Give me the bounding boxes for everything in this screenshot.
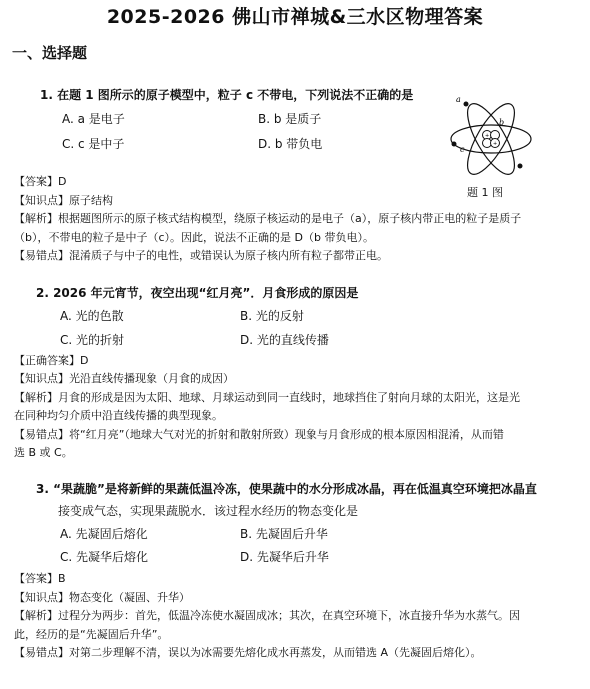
nucleus: [483, 131, 500, 148]
q2-answer: 【正确答案】D: [14, 354, 89, 367]
q2-option-d: D. 光的直线传播: [240, 333, 329, 347]
label-c: c: [460, 145, 465, 154]
q2-option-b: B. 光的反射: [240, 309, 304, 323]
q1-knowledge: 【知识点】原子结构: [14, 194, 113, 207]
q3-stem-line1: 3. “果蔬脆”是将新鲜的果蔬低温冷冻，使果蔬中的水分形成冰晶，再在低温真空环境把冰晶直: [36, 482, 537, 496]
q3-answer: 【答案】B: [14, 572, 66, 585]
q2-stem: 2. 2026 年元宵节，夜空出现“红月亮”．月食形成的原因是: [36, 286, 359, 300]
q1-analysis-line1: 【解析】根据题图所示的原子核式结构模型，绕原子核运动的是电子（a），原子核内带正电的粒子是质子: [14, 212, 522, 225]
q2-knowledge: 【知识点】光沿直线传播现象（月食的成因）: [14, 372, 234, 385]
atom-model-figure: [446, 94, 536, 182]
q2-mistake-line1: 【易错点】将“红月亮”（地球大气对光的折射和散射所致）现象与月食形成的根本原因相混淆，从而错: [14, 428, 504, 441]
q1-option-d: D. b 带负电: [258, 137, 323, 151]
q3-option-a: A. 先凝固后熔化: [60, 527, 148, 541]
label-a: a: [456, 95, 461, 104]
q3-knowledge: 【知识点】物态变化（凝固、升华）: [14, 591, 190, 604]
figure-caption: 题 1 图: [467, 186, 503, 199]
q2-analysis-line1: 【解析】月食的形成是因为太阳、地球、月球运动到同一直线时，地球挡住了射向月球的太阳光，这是光: [14, 391, 520, 404]
label-b: b: [499, 118, 505, 127]
svg-text:+: +: [493, 141, 498, 147]
electron-dot: [518, 164, 523, 169]
q3-stem-line2: 接变成气态，实现果蔬脱水．该过程水经历的物态变化是: [58, 504, 359, 518]
q3-analysis-line2: 此，经历的是“先凝固后升华”。: [14, 628, 169, 641]
q2-mistake-line2: 选 B 或 C。: [14, 446, 73, 459]
q1-mistake: 【易错点】混淆质子与中子的电性，或错误认为原子核内所有粒子都带正电。: [14, 249, 388, 262]
section-heading: 一、选择题: [12, 44, 88, 62]
q1-option-a: A. a 是电子: [62, 112, 125, 126]
orbit-ellipse: [459, 97, 523, 180]
electron-dot: [464, 102, 469, 107]
q2-option-a: A. 光的色散: [60, 309, 124, 323]
q1-option-c: C. c 是中子: [62, 137, 125, 151]
q3-option-c: C. 先凝华后熔化: [60, 550, 149, 564]
document-title: 2025-2026 佛山市禅城&三水区物理答案: [106, 6, 484, 28]
q1-answer: 【答案】D: [14, 175, 67, 188]
q3-mistake: 【易错点】对第二步理解不清，误以为冰需要先熔化成水再蒸发，从而错选 A（先凝固后熔化）。: [14, 646, 482, 659]
electron-dot: [452, 142, 457, 147]
q3-analysis-line1: 【解析】过程分为两步：首先，低温冷冻使水凝固成冰；其次，在真空环境下，冰直接升华为水蒸气。因: [14, 609, 520, 622]
q2-analysis-line2: 在同种均匀介质中沿直线传播的典型现象。: [14, 409, 223, 422]
svg-text:+: +: [485, 133, 490, 139]
q2-option-c: C. 光的折射: [60, 333, 125, 347]
orbit-ellipse: [459, 97, 523, 180]
q3-option-d: D. 先凝华后升华: [240, 550, 329, 564]
q1-option-b: B. b 是质子: [258, 112, 322, 126]
q1-stem: 1. 在题 1 图所示的原子模型中，粒子 c 不带电，下列说法不正确的是: [40, 88, 414, 102]
q3-option-b: B. 先凝固后升华: [240, 527, 328, 541]
q1-analysis-line2: （b），不带电的粒子是中子（c）。因此，说法不正确的是 D（b 带负电）。: [14, 231, 374, 244]
